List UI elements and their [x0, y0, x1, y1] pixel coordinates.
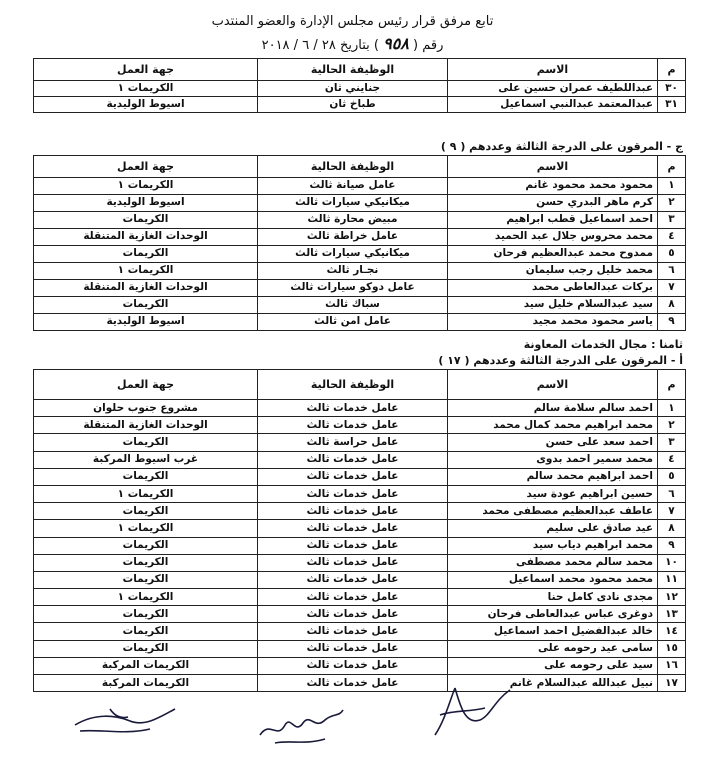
current-job: عامل خدمات ثالث [258, 675, 448, 692]
row-number: ٩ [658, 314, 686, 331]
row-number: ٤ [658, 451, 686, 468]
current-job: عامل خدمات ثالث [258, 400, 448, 417]
section-8-heading: ثامنا : مجال الخدمات المعاونة [523, 338, 683, 351]
current-job: عامل خراطة ثالث [258, 229, 448, 246]
current-job: عامل خدمات ثالث [258, 589, 448, 606]
table-employees-continued [33, 58, 686, 113]
table-row [34, 246, 686, 263]
table-row [34, 212, 686, 229]
employee-name: ممدوح محمد عبدالعظيم فرحان [448, 246, 658, 263]
employee-name: احمد ابراهيم محمد سالم [448, 468, 658, 485]
table-row [34, 537, 686, 554]
col-header-m: م [658, 156, 686, 178]
table-row [34, 623, 686, 640]
work-location: الكريمات [34, 623, 258, 640]
work-location: الكريمات ١ [34, 485, 258, 502]
col-header-name: الاسم [448, 59, 658, 81]
employee-name: محمد خليل رجب سليمان [448, 263, 658, 280]
current-job: عامل خدمات ثالث [258, 451, 448, 468]
work-location: الكريمات ١ [34, 589, 258, 606]
table-row [34, 195, 686, 212]
row-number: ١٣ [658, 606, 686, 623]
table-row [34, 314, 686, 331]
employee-name: ياسر محمود محمد مجيد [448, 314, 658, 331]
work-location: الكريمات [34, 468, 258, 485]
row-number: ٩ [658, 537, 686, 554]
signature-2 [255, 695, 345, 750]
table-row [34, 554, 686, 571]
employee-name: عبدالمعتمد عبدالنبي اسماعيل [448, 97, 658, 113]
current-job: عامل دوكو سيارات ثالث [258, 280, 448, 297]
employee-name: محمد محمود محمد اسماعيل [448, 571, 658, 588]
row-number: ٧ [658, 280, 686, 297]
table-row [34, 97, 686, 113]
work-location: الكريمات المركبة [34, 657, 258, 674]
current-job: عامل خدمات ثالث [258, 468, 448, 485]
employee-name: نبيل عبدالله عبدالسلام غانم [448, 675, 658, 692]
col-header-name: الاسم [448, 370, 658, 400]
table-row [34, 81, 686, 97]
employee-name: محمد ابراهيم محمد كمال محمد [448, 417, 658, 434]
work-location: غرب اسيوط المركبة [34, 451, 258, 468]
employee-name: محمد سمير احمد بدوى [448, 451, 658, 468]
employee-name: عاطف عبدالعظيم مصطفى محمد [448, 503, 658, 520]
row-number: ٦ [658, 263, 686, 280]
work-location: الكريمات [34, 640, 258, 657]
current-job: عامل خدمات ثالث [258, 571, 448, 588]
work-location: الكريمات ١ [34, 178, 258, 195]
current-job: عامل خدمات ثالث [258, 417, 448, 434]
table-row [34, 640, 686, 657]
employee-name: كرم ماهر البدري حسن [448, 195, 658, 212]
current-job: طباخ ثان [258, 97, 448, 113]
work-location: الكريمات [34, 503, 258, 520]
current-job: عامل خدمات ثالث [258, 606, 448, 623]
table-grade-three [33, 155, 686, 331]
row-number: ١٥ [658, 640, 686, 657]
employee-name: محمد محروس جلال عبد الحميد [448, 229, 658, 246]
row-number: ٥ [658, 468, 686, 485]
work-location: الكريمات [34, 434, 258, 451]
row-number: ١ [658, 178, 686, 195]
table-row [34, 657, 686, 674]
decree-suffix: ) بتاريخ [339, 38, 379, 53]
table-row [34, 178, 686, 195]
current-job: عامل حراسة ثالث [258, 434, 448, 451]
row-number: ٧ [658, 503, 686, 520]
decree-date: ٢٨ / ٦ / ٢٠١٨ [261, 38, 336, 53]
col-header-place: جهة العمل [34, 59, 258, 81]
employee-name: سيد عبدالسلام خليل سيد [448, 297, 658, 314]
employee-name: احمد سالم سلامة سالم [448, 400, 658, 417]
row-number: ١٧ [658, 675, 686, 692]
table-row [34, 606, 686, 623]
row-number: ١ [658, 400, 686, 417]
current-job: عامل خدمات ثالث [258, 485, 448, 502]
work-location: الكريمات [34, 571, 258, 588]
work-location: الكريمات ١ [34, 81, 258, 97]
work-location: الكريمات ١ [34, 263, 258, 280]
employee-name: مجدى نادى كامل حنا [448, 589, 658, 606]
decree-prefix: رقم ( [413, 38, 444, 53]
table-row [34, 400, 686, 417]
col-header-place: جهة العمل [34, 370, 258, 400]
work-location: الكريمات [34, 554, 258, 571]
current-job: عامل خدمات ثالث [258, 554, 448, 571]
table-row [34, 571, 686, 588]
table-row [34, 468, 686, 485]
work-location: الوحدات الغازية المتنقلة [34, 417, 258, 434]
table-row [34, 229, 686, 246]
row-number: ٢ [658, 417, 686, 434]
row-number: ٣ [658, 434, 686, 451]
row-number: ١٠ [658, 554, 686, 571]
current-job: عامل خدمات ثالث [258, 520, 448, 537]
work-location: الوحدات الغازية المتنقلة [34, 229, 258, 246]
table-row [34, 675, 686, 692]
table-support-services [33, 369, 686, 692]
employee-name: محمود محمد محمود غانم [448, 178, 658, 195]
current-job: ميكانيكي سيارات ثالث [258, 195, 448, 212]
decree-number: ٩٥٨ [383, 34, 409, 53]
employee-name: احمد اسماعيل قطب ابراهيم [448, 212, 658, 229]
employee-name: بركات عبدالعاطى محمد [448, 280, 658, 297]
current-job: عامل صيانة ثالث [258, 178, 448, 195]
row-number: ٦ [658, 485, 686, 502]
work-location: الوحدات الغازية المتنقلة [34, 280, 258, 297]
section-a-heading: أ - المرقون على الدرجة الثالثة وعددهم ( ١٧ ) [438, 354, 683, 367]
current-job: عامل امن ثالث [258, 314, 448, 331]
table-row [34, 297, 686, 314]
work-location: الكريمات المركبة [34, 675, 258, 692]
col-header-job: الوظيفة الحالية [258, 370, 448, 400]
current-job: عامل خدمات ثالث [258, 623, 448, 640]
work-location: الكريمات [34, 606, 258, 623]
row-number: ١٢ [658, 589, 686, 606]
work-location: الكريمات [34, 537, 258, 554]
row-number: ٥ [658, 246, 686, 263]
row-number: ١٤ [658, 623, 686, 640]
document-title: تابع مرفق قرار رئيس مجلس الإدارة والعضو المنتدب [211, 14, 494, 29]
row-number: ٣١ [658, 97, 686, 113]
col-header-name: الاسم [448, 156, 658, 178]
employee-name: محمد ابراهيم دياب سيد [448, 537, 658, 554]
current-job: جنايني ثان [258, 81, 448, 97]
col-header-m: م [658, 370, 686, 400]
signature-1 [70, 695, 180, 740]
col-header-place: جهة العمل [34, 156, 258, 178]
work-location: اسيوط الوليدية [34, 97, 258, 113]
col-header-job: الوظيفة الحالية [258, 59, 448, 81]
current-job: مبيض محارة ثالث [258, 212, 448, 229]
employee-name: احمد سعد على حسن [448, 434, 658, 451]
employee-name: محمد سالم محمد مصطفى [448, 554, 658, 571]
table-row [34, 520, 686, 537]
work-location: اسيوط الوليدية [34, 195, 258, 212]
col-header-m: م [658, 59, 686, 81]
work-location: الكريمات [34, 246, 258, 263]
employee-name: عبداللطيف عمران حسين على [448, 81, 658, 97]
work-location: اسيوط الوليدية [34, 314, 258, 331]
decree-line [0, 34, 705, 53]
row-number: ٨ [658, 520, 686, 537]
table-row [34, 263, 686, 280]
row-number: ١٦ [658, 657, 686, 674]
table-row [34, 434, 686, 451]
employee-name: عيد صادق على سليم [448, 520, 658, 537]
current-job: ميكانيكي سيارات ثالث [258, 246, 448, 263]
employee-name: سامى عيد رحومه على [448, 640, 658, 657]
current-job: عامل خدمات ثالث [258, 640, 448, 657]
row-number: ٣٠ [658, 81, 686, 97]
table-row [34, 485, 686, 502]
row-number: ٤ [658, 229, 686, 246]
work-location: الكريمات [34, 297, 258, 314]
table-row [34, 589, 686, 606]
employee-name: خالد عبدالفضيل احمد اسماعيل [448, 623, 658, 640]
current-job: سباك ثالث [258, 297, 448, 314]
table-row [34, 417, 686, 434]
work-location: الكريمات ١ [34, 520, 258, 537]
row-number: ٨ [658, 297, 686, 314]
row-number: ٢ [658, 195, 686, 212]
table-row [34, 280, 686, 297]
employee-name: دوغرى عباس عبدالعاطى فرحان [448, 606, 658, 623]
current-job: عامل خدمات ثالث [258, 537, 448, 554]
table-row [34, 503, 686, 520]
table-row [34, 451, 686, 468]
row-number: ١١ [658, 571, 686, 588]
current-job: عامل خدمات ثالث [258, 657, 448, 674]
work-location: الكريمات [34, 212, 258, 229]
signature-3 [425, 680, 515, 740]
current-job: نجـار ثالث [258, 263, 448, 280]
row-number: ٣ [658, 212, 686, 229]
current-job: عامل خدمات ثالث [258, 503, 448, 520]
work-location: مشروع جنوب حلوان [34, 400, 258, 417]
employee-name: حسين ابراهيم عودة سيد [448, 485, 658, 502]
employee-name: سيد على رحومه على [448, 657, 658, 674]
col-header-job: الوظيفة الحالية [258, 156, 448, 178]
section-c-heading: ج - المرقون على الدرجة الثالثة وعددهم ( ٩ ) [440, 140, 683, 153]
